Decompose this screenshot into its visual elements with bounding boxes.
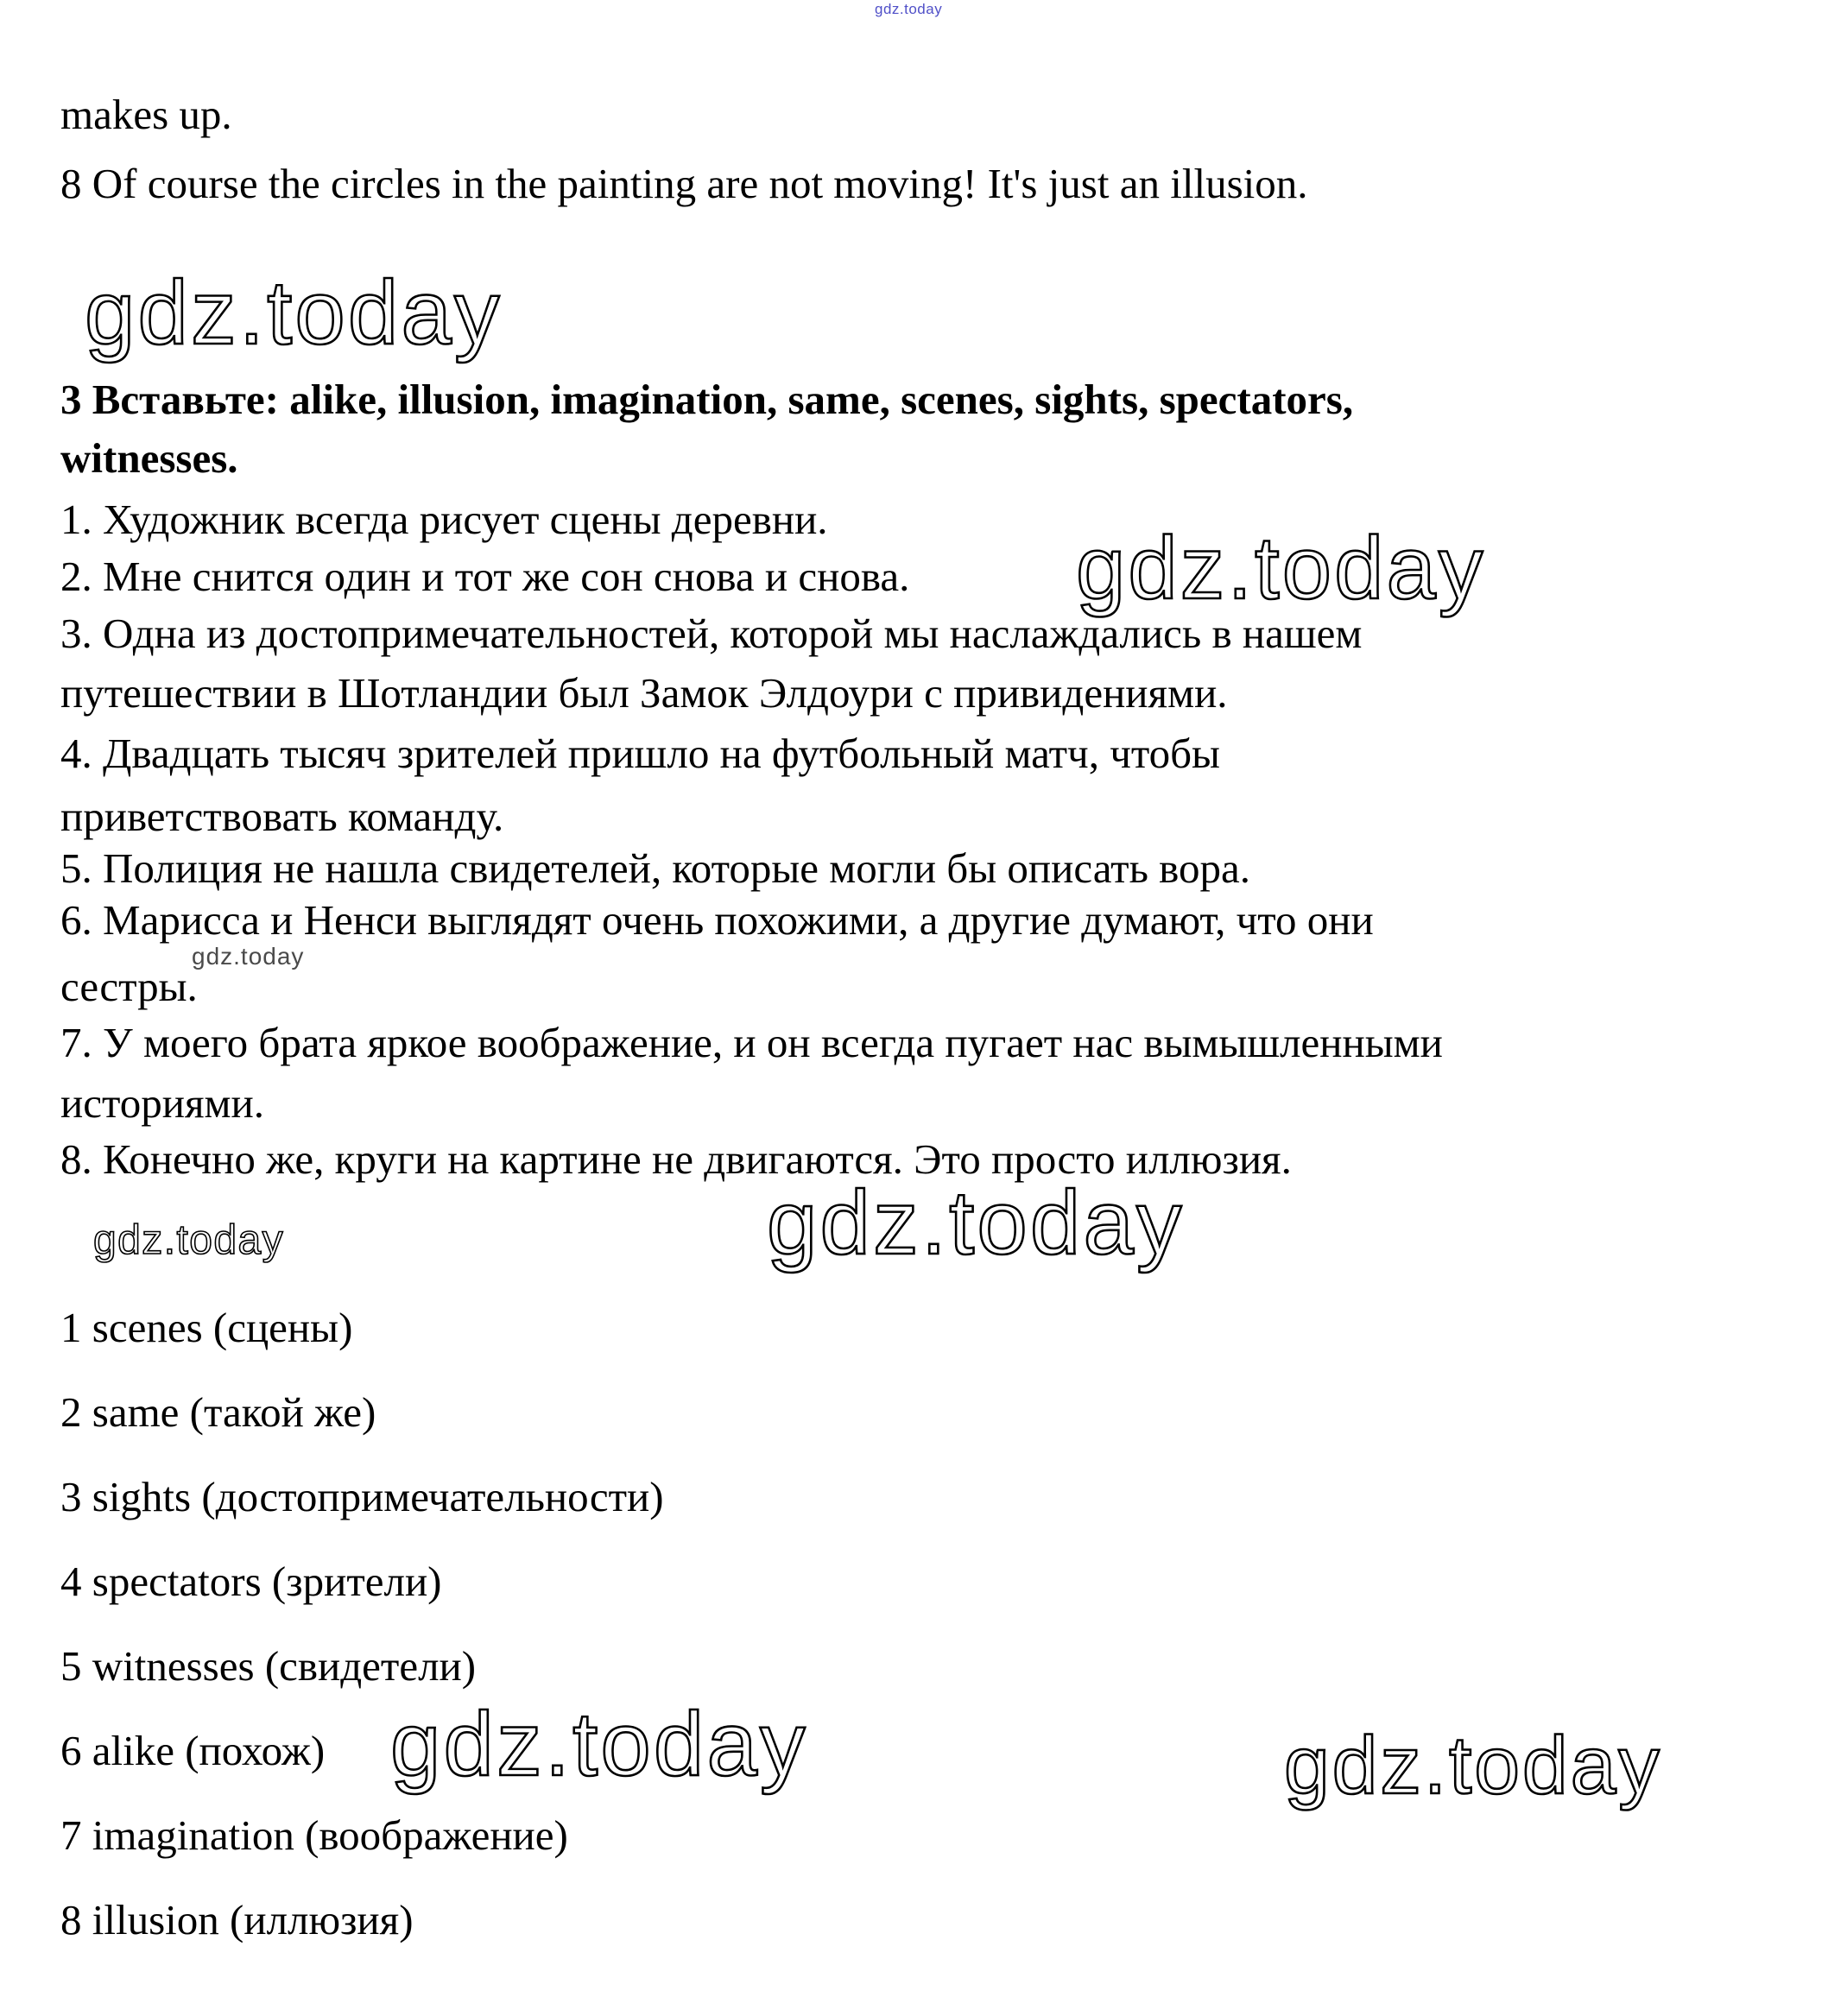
exercise-heading-line2: witnesses. <box>60 434 238 482</box>
answer-item: 4 spectators (зрители) <box>60 1558 442 1605</box>
answer-item: 3 sights (достопримечательности) <box>60 1473 664 1520</box>
watermark-large-1: gdz.today <box>85 262 503 363</box>
sentence-line: 8. Конечно же, круги на картине не двигаются. Это просто иллюзия. <box>60 1135 1292 1183</box>
watermark-center-large: gdz.today <box>767 1172 1185 1273</box>
sentence-line: 6. Марисса и Ненси выглядят очень похожими, а другие думают, что они <box>60 896 1374 944</box>
sentence-line: путешествии в Шотландии был Замок Элдоури с привидениями. <box>60 669 1228 717</box>
answer-item: 6 alike (похож) <box>60 1727 326 1774</box>
sentence-line: приветствовать команду. <box>60 793 504 840</box>
sentence-line: 3. Одна из достопримечательностей, которой мы наслаждались в нашем <box>60 610 1363 657</box>
sentence-line: 2. Мне снится один и тот же сон снова и снова. <box>60 553 910 600</box>
answer-item: 5 witnesses (свидетели) <box>60 1642 477 1690</box>
sentence-line: сестры. <box>60 963 198 1010</box>
watermark-left-medium: gdz.today <box>93 1217 285 1263</box>
watermark-after-alike: gdz.today <box>390 1694 808 1795</box>
sentence-line: историями. <box>60 1079 264 1127</box>
answer-item: 1 scenes (сцены) <box>60 1304 353 1351</box>
answer-item: 8 illusion (иллюзия) <box>60 1896 414 1943</box>
intro-line-makes-up: makes up. <box>60 91 232 138</box>
sentence-line: 1. Художник всегда рисует сцены деревни. <box>60 496 828 543</box>
sentence-line: 4. Двадцать тысяч зрителей пришло на футбольный матч, чтобы <box>60 730 1220 777</box>
intro-line-8: 8 Of course the circles in the painting are not moving! It's just an illusion. <box>60 160 1308 207</box>
watermark-large-2: gdz.today <box>1076 518 1486 617</box>
watermark-small-gray: gdz.today <box>192 943 305 970</box>
watermark-bottom-right: gdz.today <box>1284 1720 1662 1811</box>
exercise-heading-line1: 3 Вставьте: alike, illusion, imagination, same, scenes, sights, spectators, <box>60 376 1354 423</box>
sentence-line: 5. Полиция не нашла свидетелей, которые могли бы описать вора. <box>60 844 1250 892</box>
sentence-line: 7. У моего брата яркое воображение, и он всегда пугает нас вымышленными <box>60 1019 1443 1066</box>
answer-item: 7 imagination (воображение) <box>60 1811 568 1859</box>
answer-item: 2 same (такой же) <box>60 1388 376 1436</box>
watermark-top-blue: gdz.today <box>875 1 943 17</box>
